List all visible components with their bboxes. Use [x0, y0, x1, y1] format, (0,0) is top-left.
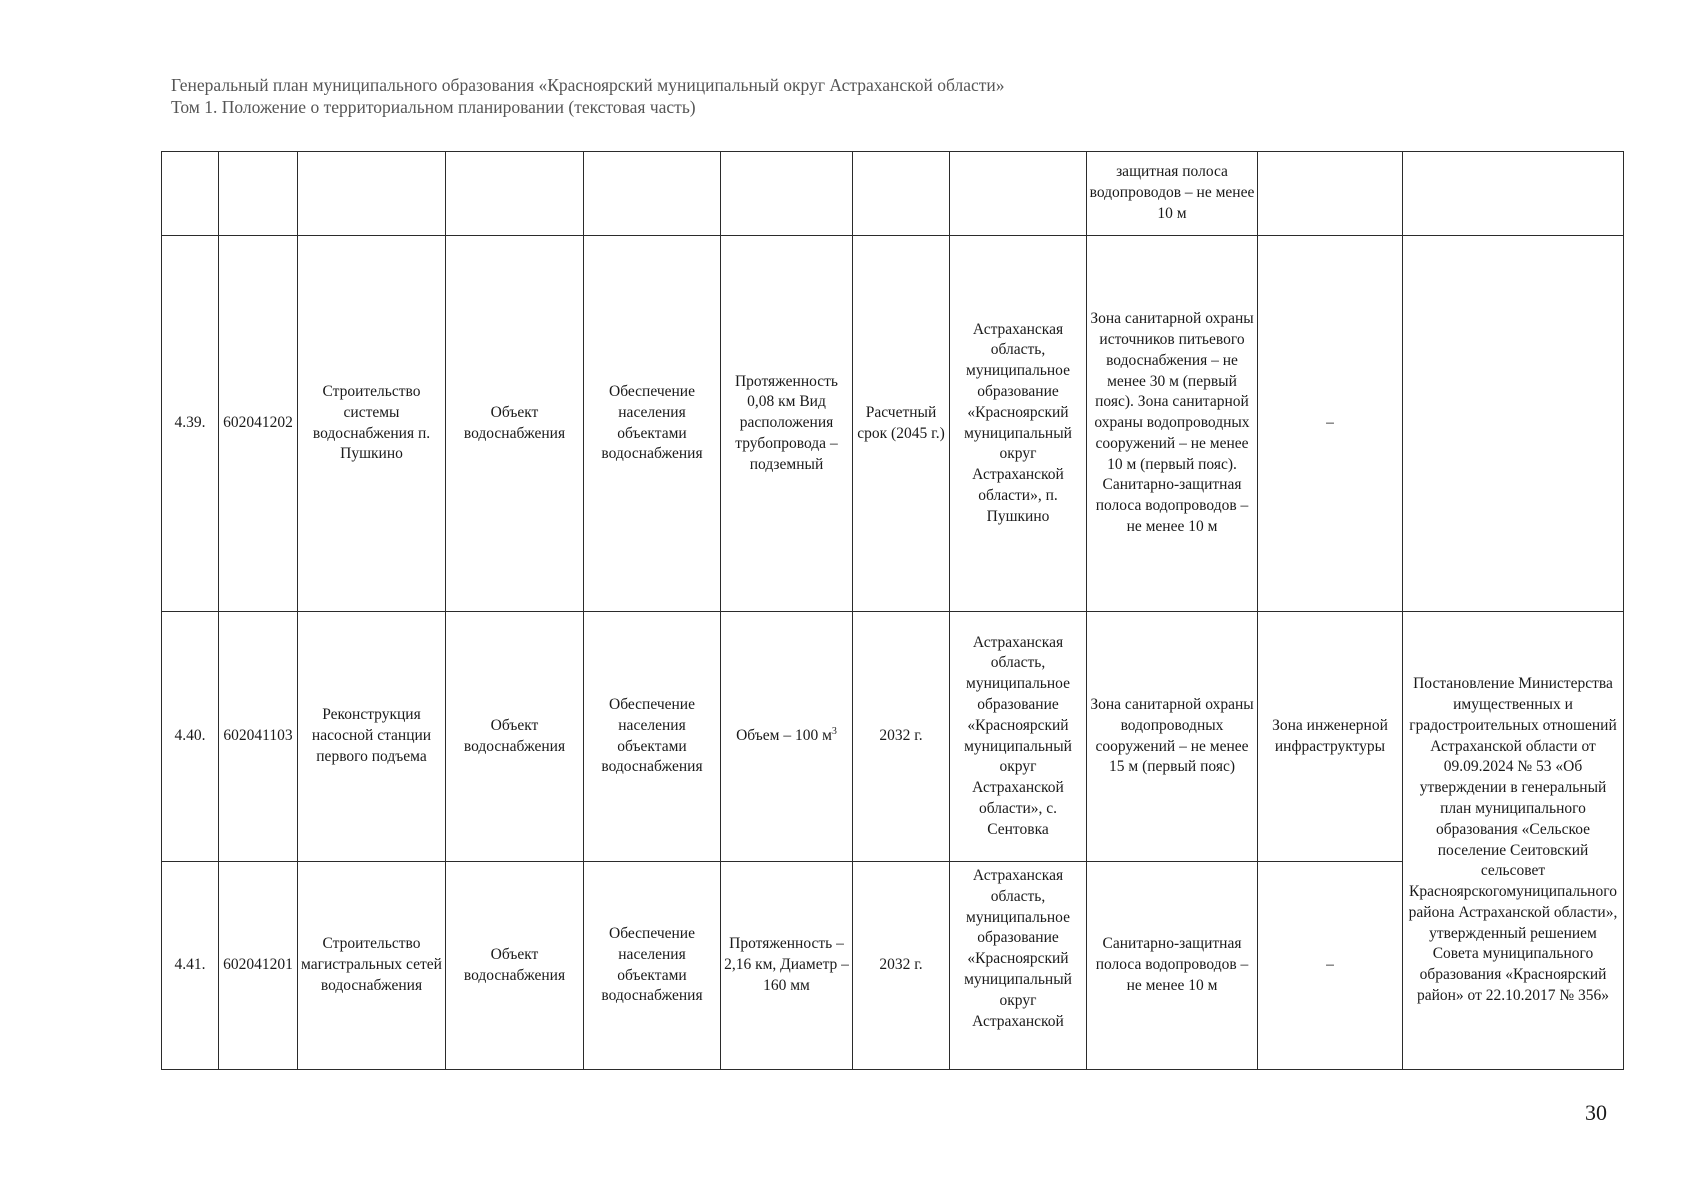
- cell-purpose: Обеспечение населения объектами водоснабжения: [584, 862, 721, 1070]
- cell-purpose: [584, 152, 721, 236]
- cell-code: 602041201: [219, 862, 298, 1070]
- table-row-4-40: [162, 612, 1624, 862]
- cell-location: Астраханская область, муниципальное образование «Красноярский муниципальный округ Астраханской области», п. Пушкино: [950, 236, 1087, 612]
- cell-func-zone: [1258, 152, 1403, 236]
- cell-location: Астраханская область, муниципальное образование «Красноярский муниципальный округ Астраханской области», с. Сентовка: [950, 612, 1087, 862]
- cell-characteristics: [721, 612, 853, 862]
- facilities-table: [161, 151, 1624, 1070]
- cell-type: Объект водоснабжения: [446, 612, 584, 862]
- cell-code: 602041103: [219, 612, 298, 862]
- cell-zones: Зона санитарной охраны водопроводных сооружений – не менее 15 м (первый пояс): [1087, 612, 1258, 862]
- characteristics-text: Объем – 100 м: [736, 727, 832, 745]
- page-number: 30: [1585, 1100, 1607, 1125]
- cell-code: 602041202: [219, 236, 298, 612]
- cell-type: [446, 152, 584, 236]
- table-row-4-39: [162, 236, 1624, 612]
- cell-num: 4.39.: [162, 236, 219, 612]
- cell-type: Объект водоснабжения: [446, 862, 584, 1070]
- cell-characteristics: [721, 152, 853, 236]
- cell-zones: Санитарно-защитная полоса водопроводов – не менее 10 м: [1087, 862, 1258, 1070]
- cell-term: 2032 г.: [853, 612, 950, 862]
- cell-characteristics: Протяженность – 2,16 км, Диаметр – 160 мм: [721, 862, 853, 1070]
- cell-note: [1403, 236, 1624, 612]
- cell-purpose: Обеспечение населения объектами водоснабжения: [584, 236, 721, 612]
- cell-location: Астраханская область, муниципальное образование «Красноярский муниципальный округ Астраханской: [950, 862, 1087, 1070]
- cell-name: [298, 152, 446, 236]
- cell-name: Строительство магистральных сетей водоснабжения: [298, 862, 446, 1070]
- document-header: [171, 74, 1005, 118]
- cell-note: Постановление Министерства имущественных и градостроительных отношений Астраханской области от 09.09.2024 № 53 «Об утверждении в генеральный план муниципального образования «Сельское поселение Сеитовский сельсовет Красноярскогомуниципального района Астраханской области», утвержденный решением Совета муниципального образования «Красноярский район» от 22.10.2017 № 356»: [1403, 612, 1624, 1070]
- cell-term: [853, 152, 950, 236]
- cell-term: 2032 г.: [853, 862, 950, 1070]
- cell-purpose: Обеспечение населения объектами водоснабжения: [584, 612, 721, 862]
- cell-type: Объект водоснабжения: [446, 236, 584, 612]
- cell-func-zone: –: [1258, 862, 1403, 1070]
- cell-zones: защитная полоса водопроводов – не менее 10 м: [1087, 152, 1258, 236]
- cell-zones: Зона санитарной охраны источников питьевого водоснабжения – не менее 30 м (первый пояс). Зона санитарной охраны водопроводных сооружений – не менее 10 м (первый пояс). Санитарно-защитная полоса водопроводов – не менее 10 м: [1087, 236, 1258, 612]
- cell-num: 4.40.: [162, 612, 219, 862]
- cell-num: 4.41.: [162, 862, 219, 1070]
- header-subtitle: Том 1. Положение о территориальном планировании (текстовая часть): [171, 97, 696, 117]
- cubic-superscript: 3: [831, 725, 837, 737]
- cell-num: [162, 152, 219, 236]
- cell-location: [950, 152, 1087, 236]
- table-row-continuation: [162, 152, 1624, 236]
- cell-code: [219, 152, 298, 236]
- cell-name: Реконструкция насосной станции первого подъема: [298, 612, 446, 862]
- cell-note: [1403, 152, 1624, 236]
- cell-func-zone: –: [1258, 236, 1403, 612]
- cell-characteristics: Протяженность 0,08 км Вид расположения трубопровода – подземный: [721, 236, 853, 612]
- cell-func-zone: Зона инженерной инфраструктуры: [1258, 612, 1403, 862]
- cell-term: Расчетный срок (2045 г.): [853, 236, 950, 612]
- header-title: Генеральный план муниципального образования «Красноярский муниципальный округ Астраханской области»: [171, 75, 1005, 95]
- cell-name: Строительство системы водоснабжения п. Пушкино: [298, 236, 446, 612]
